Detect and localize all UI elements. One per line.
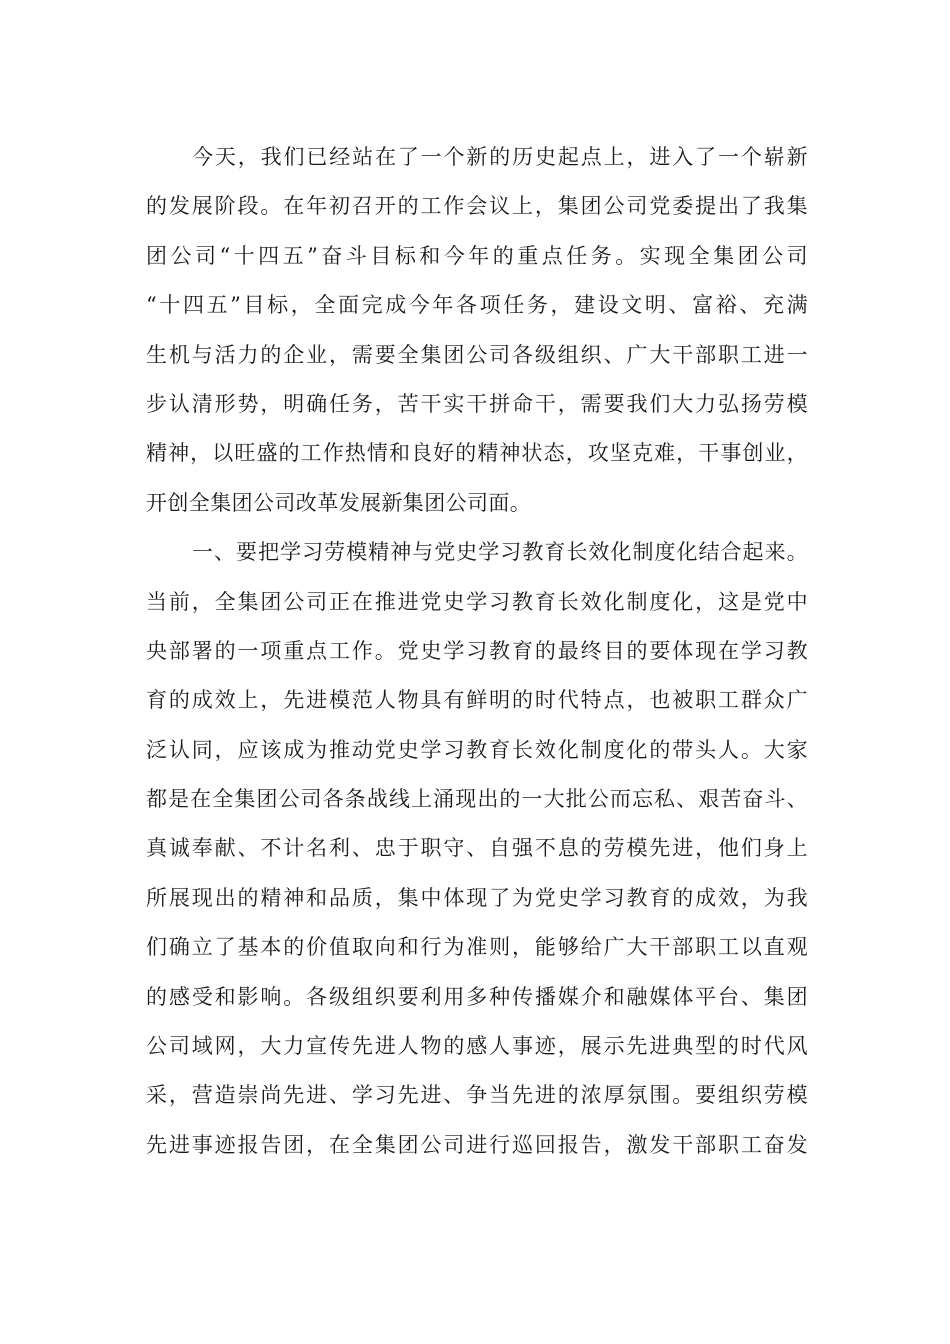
text-line: 公司域网，大力宣传先进人物的感人事迹，展示先进典型的时代风: [146, 1034, 808, 1059]
text-line: 采，营造崇尚先进、学习先进、争当先进的浓厚氛围。要组织劳模: [146, 1083, 808, 1108]
paragraph-1: [146, 133, 808, 528]
text-line: 当前，全集团公司正在推进党史学习教育长效化制度化，这是党中: [146, 589, 808, 614]
text-line: 都是在全集团公司各条战线上涌现出的一大批公而忘私、艰苦奋斗、: [146, 787, 808, 812]
document-body: [146, 133, 808, 1170]
text-line: 央部署的一项重点工作。党史学习教育的最终目的要体现在学习教: [146, 638, 808, 663]
paragraph-2: [146, 528, 808, 1170]
text-line: 团公司“十四五”奋斗目标和今年的重点任务。实现全集团公司: [146, 243, 808, 268]
text-line: 泛认同，应该成为推动党史学习教育长效化制度化的带头人。大家: [146, 737, 808, 762]
text-line: “十四五”目标，全面完成今年各项任务，建设文明、富裕、充满: [146, 293, 808, 318]
text-line: 开创全集团公司改革发展新集团公司面。: [146, 490, 532, 515]
text-line: 今天，我们已经站在了一个新的历史起点上，进入了一个崭新: [192, 145, 808, 169]
text-line: 的感受和影响。各级组织要利用多种传播媒介和融媒体平台、集团: [146, 984, 808, 1009]
text-line: 育的成效上，先进模范人物具有鲜明的时代特点，也被职工群众广: [146, 688, 808, 713]
text-line: 步认清形势，明确任务，苦干实干拼命干，需要我们大力弘扬劳模: [146, 391, 808, 416]
text-line: 们确立了基本的价值取向和行为准则，能够给广大干部职工以直观: [146, 935, 808, 960]
text-line: 生机与活力的企业，需要全集团公司各级组织、广大干部职工进一: [146, 342, 808, 367]
text-line: 真诚奉献、不计名利、忠于职守、自强不息的劳模先进，他们身上: [146, 836, 808, 861]
text-line: 精神，以旺盛的工作热情和良好的精神状态，攻坚克难，干事创业，: [146, 441, 808, 466]
text-line: 所展现出的精神和品质，集中体现了为党史学习教育的成效，为我: [146, 885, 808, 910]
text-line: 先进事迹报告团，在全集团公司进行巡回报告，激发干部职工奋发: [146, 1132, 808, 1157]
text-line: 的发展阶段。在年初召开的工作会议上，集团公司党委提出了我集: [146, 194, 808, 219]
text-line: 一、要把学习劳模精神与党史学习教育长效化制度化结合起来。: [192, 540, 808, 565]
